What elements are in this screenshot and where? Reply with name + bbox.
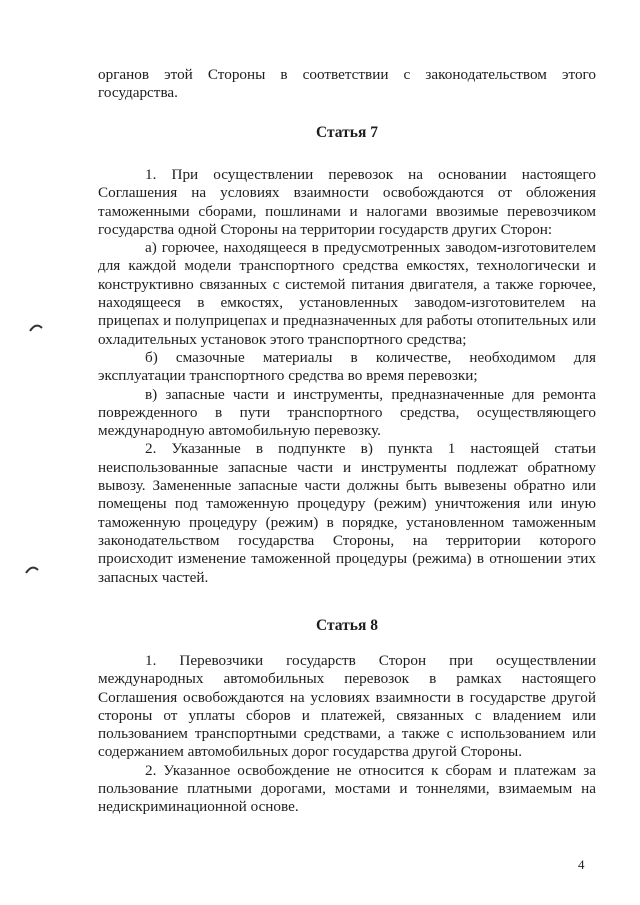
page-number: 4: [578, 857, 585, 872]
article-7-body: [98, 166, 596, 587]
article-8-body: [98, 652, 596, 817]
article-7-paragraph-1: 1. При осуществлении перевозок на основании настоящего Соглашения на условиях взаимности освобождаются от обложения таможенными сборами, пошлинами и налогами ввозимые перевозчиком государства одной Стороны на территории государств других Сторон:: [98, 166, 596, 238]
intro-paragraph: органов этой Стороны в соответствии с законодательством этого государства.: [98, 66, 596, 102]
article-8-paragraph-2: 2. Указанное освобождение не относится к сборам и платежам за пользование платными дорогами, мостами и тоннелями, взимаемым на недискриминационной основе.: [98, 761, 596, 816]
article-8-paragraph-1: 1. Перевозчики государств Сторон при осуществлении международных автомобильных перевозок в рамках настоящего Соглашения освобождаются на условиях взаимности в государстве другой стороны от уплаты сборов и платежей, связанных с владением или пользованием транспортными средствами, а также с использованием или содержанием автомобильных дорог государства другой Стороны.: [98, 652, 596, 761]
article-7-title: Статья 7: [316, 124, 378, 141]
article-7-item-b: б) смазочные материалы в количестве, необходимом для эксплуатации транспортного средства во время перевозки;: [98, 348, 596, 385]
article-8-title: Статья 8: [316, 617, 378, 634]
binder-mark-top: [28, 320, 44, 334]
article-7-paragraph-2: 2. Указанные в подпункте в) пункта 1 настоящей статьи неиспользованные запасные части и инструменты подлежат обратному вывозу. Замененные запасные части должны быть вывезены обратно или помещены под таможенную процедуру (режим) уничтожения или иную таможенную процедуру (режим) в порядке, установленном таможенным законодательством государства Стороны, на территории которого происходит изменение таможенной процедуры (режима) в отношении этих запасных частей.: [98, 440, 596, 586]
binder-mark-bottom: [24, 562, 40, 576]
article-7-item-c: в) запасные части и инструменты, предназначенные для ремонта поврежденного в пути транспортного средства, осуществляющего международную автомобильную перевозку.: [98, 385, 596, 440]
article-7-item-a: а) горючее, находящееся в предусмотренных заводом-изготовителем для каждой модели транспортного средства емкостях, технологически и конструктивно связанных с системой питания двигателя, а также горючее, находящееся в емкостях, установленных заводом-изготовителем на прицепах и полуприцепах и предназначенных для работы отопительных или охладительных установок этого транспортного средства;: [98, 239, 596, 348]
intro-block: [98, 66, 596, 103]
